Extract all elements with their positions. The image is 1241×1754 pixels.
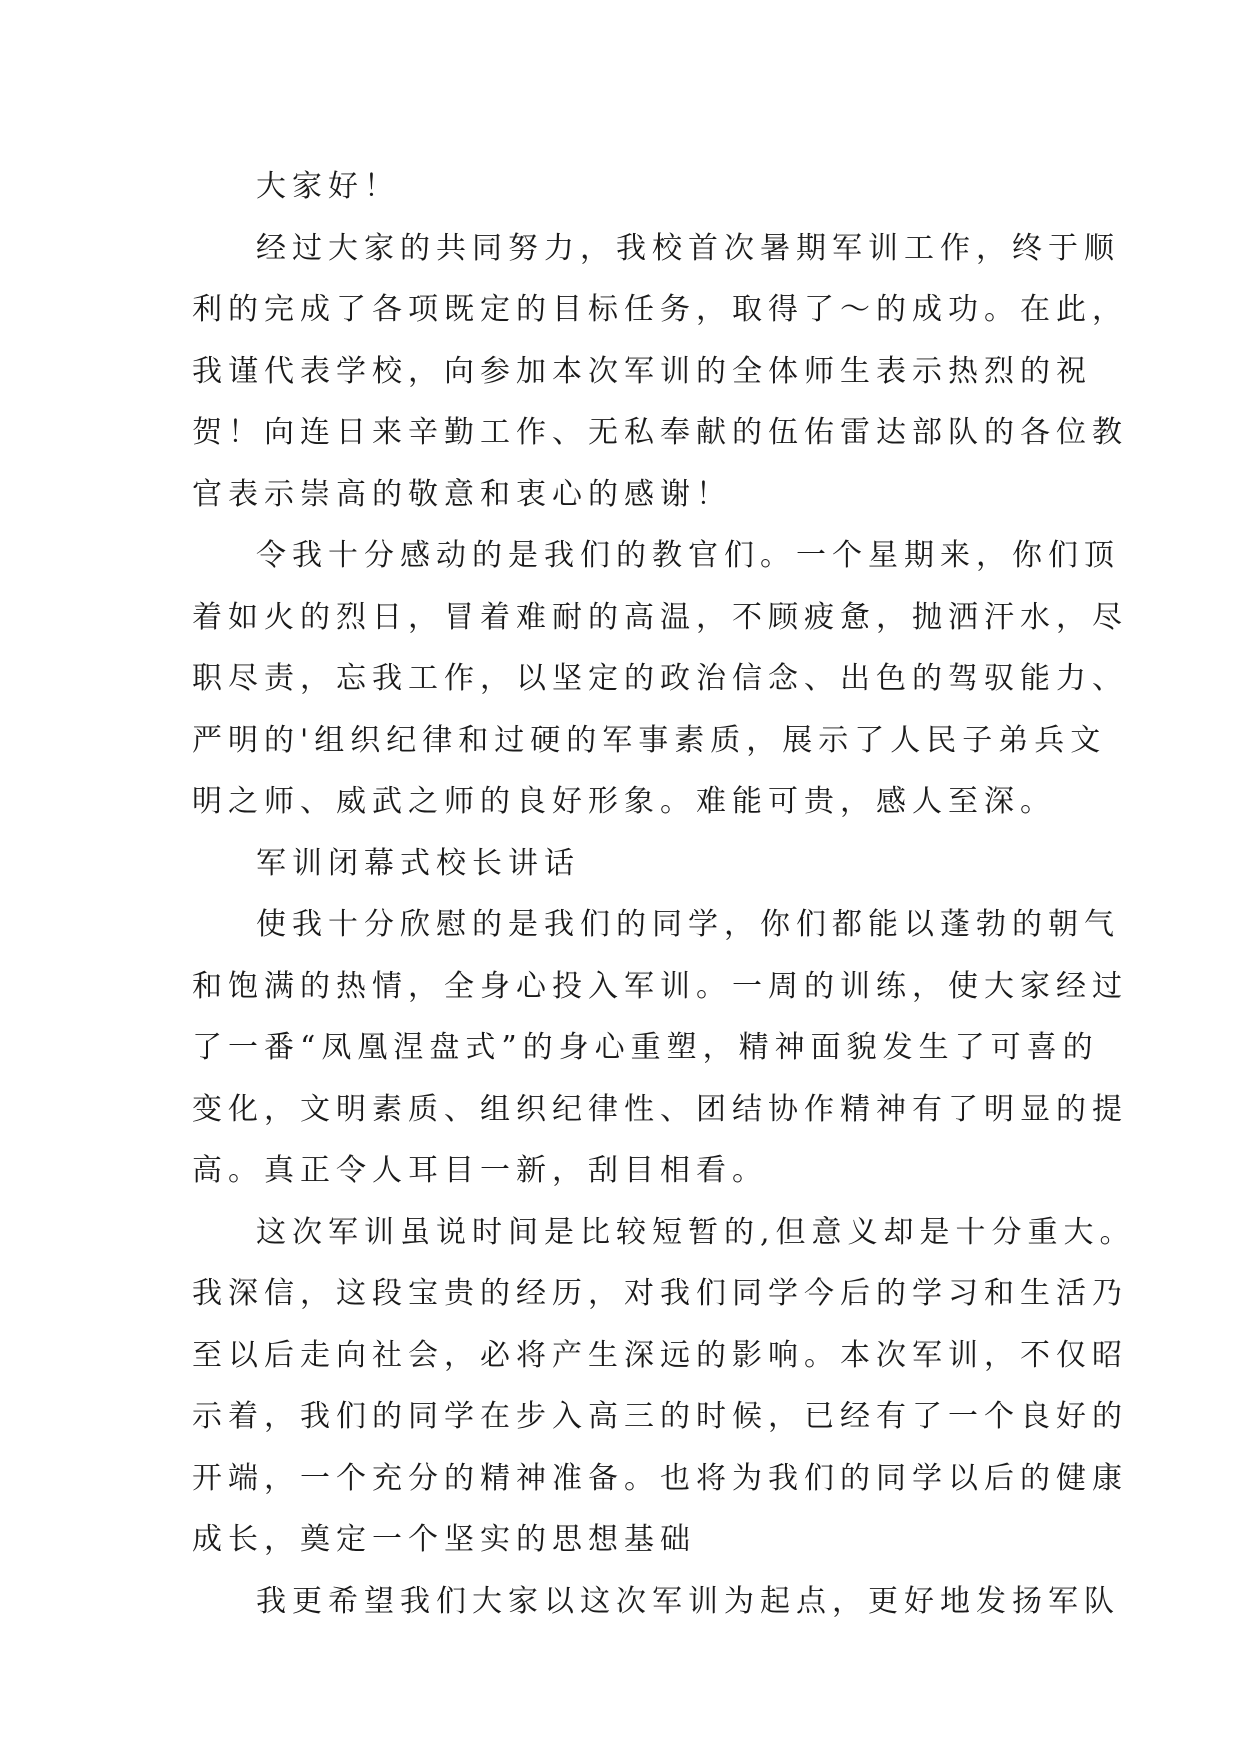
text-line: 变化，文明素质、组织纪律性、团结协作精神有了明显的提 <box>192 1091 1128 1127</box>
document-body <box>192 156 1136 1632</box>
text-line: 贺！向连日来辛勤工作、无私奉献的伍佑雷达部队的各位教 <box>192 415 1128 450</box>
text-line: 示着，我们的同学在步入高三的时候，已经有了一个良好的 <box>192 1399 1128 1434</box>
paragraph <box>192 894 1128 1202</box>
text-line: 了一番“凤凰涅盘式”的身心重塑，精神面貌发生了可喜的 <box>192 1030 1099 1065</box>
text-line: 着如火的烈日，冒着难耐的高温，不顾疲惫，抛洒汗水，尽 <box>192 599 1128 635</box>
paragraph <box>192 525 1128 833</box>
text-line: 军训闭幕式校长讲话 <box>256 845 580 881</box>
paragraph <box>192 833 1062 895</box>
paragraph <box>192 1571 1120 1633</box>
text-line: 令我十分感动的是我们的教官们。一个星期来，你们顶 <box>256 538 1120 573</box>
paragraph <box>192 156 1062 218</box>
text-line: 成长，奠定一个坚实的思想基础 <box>192 1522 696 1557</box>
text-line: 严明的'组织纪律和过硬的军事素质，展示了人民子弟兵文 <box>192 722 1107 758</box>
text-line: 至以后走向社会，必将产生深远的影响。本次军训，不仅昭 <box>192 1337 1128 1373</box>
text-line: 高。真正令人耳目一新，刮目相看。 <box>192 1153 768 1188</box>
paragraph <box>192 1202 1136 1571</box>
text-line: 职尽责，忘我工作，以坚定的政治信念、出色的驾驭能力、 <box>192 661 1128 696</box>
text-line: 我深信，这段宝贵的经历，对我们同学今后的学习和生活乃 <box>192 1276 1128 1311</box>
text-line: 利的完成了各项既定的目标任务，取得了～的成功。在此， <box>192 292 1128 327</box>
text-line: 明之师、威武之师的良好形象。难能可贵，感人至深。 <box>192 784 1056 819</box>
text-line: 我谨代表学校，向参加本次军训的全体师生表示热烈的祝 <box>192 353 1092 389</box>
text-line: 这次军训虽说时间是比较短暂的,但意义却是十分重大。 <box>256 1214 1136 1250</box>
text-line: 开端，一个充分的精神准备。也将为我们的同学以后的健康 <box>192 1460 1128 1496</box>
text-line: 经过大家的共同努力，我校首次暑期军训工作，终于顺 <box>256 230 1120 266</box>
text-line: 大家好！ <box>256 169 400 204</box>
text-line: 我更希望我们大家以这次军训为起点，更好地发扬军队 <box>256 1583 1120 1619</box>
text-line: 和饱满的热情，全身心投入军训。一周的训练，使大家经过 <box>192 968 1128 1004</box>
text-line: 使我十分欣慰的是我们的同学，你们都能以蓬勃的朝气 <box>256 907 1120 942</box>
paragraph <box>192 218 1128 526</box>
text-line: 官表示崇高的敬意和衷心的感谢！ <box>192 476 732 512</box>
